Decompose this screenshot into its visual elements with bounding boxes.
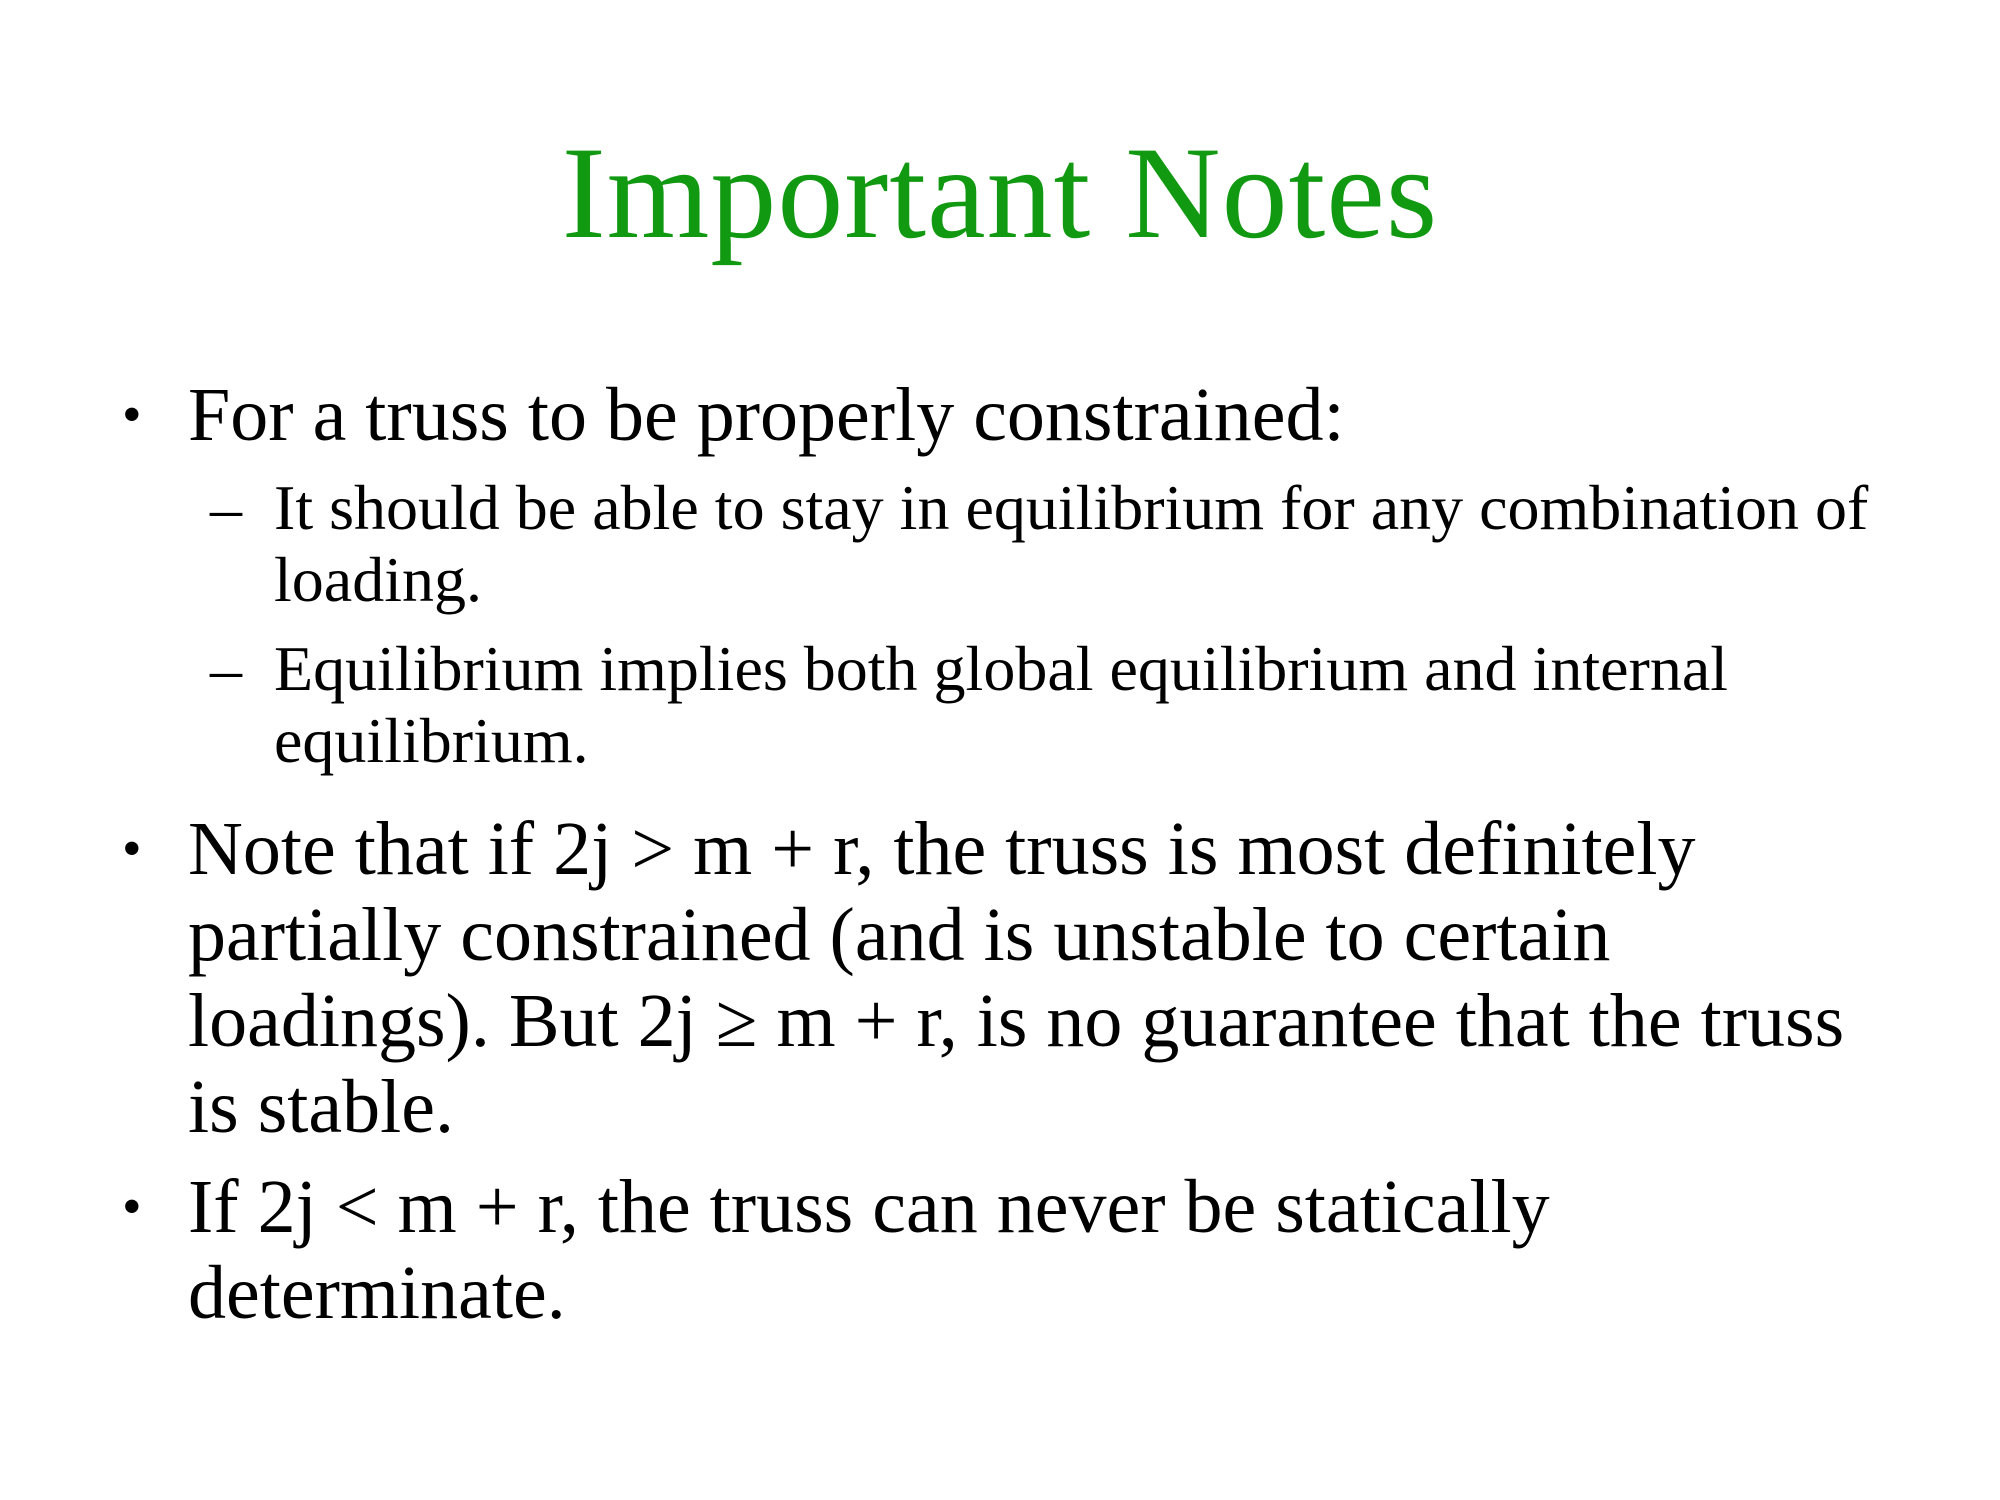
sub-bullet-text: Equilibrium implies both global equilibrium and internal equilibrium. [274,633,1728,776]
slide-title: Important Notes [561,119,1439,266]
sub-bullet-item [210,633,1874,777]
bullet-text: For a truss to be properly constrained: [188,373,1345,457]
bullet-mark: • [122,1176,142,1238]
bullet-mark: • [122,818,142,880]
dash-mark: – [210,633,242,704]
bullet-item [122,806,1908,1150]
bullet-item [122,372,1908,458]
bullet-text: If 2j < m + r, the truss can never be statically determinate. [188,1165,1550,1335]
sub-bullet-item [210,472,1874,616]
dash-mark: – [210,472,242,543]
bullet-item [122,1164,1908,1336]
bullet-mark: • [122,384,142,446]
bullet-text: Note that if 2j > m + r, the truss is most definitely partially constrained (and is unstable to certain loadings). But 2j ≥ m + r, is no guarantee that the truss is stable. [188,807,1845,1149]
sub-bullet-text: It should be able to stay in equilibrium for any combination of loading. [274,472,1869,615]
